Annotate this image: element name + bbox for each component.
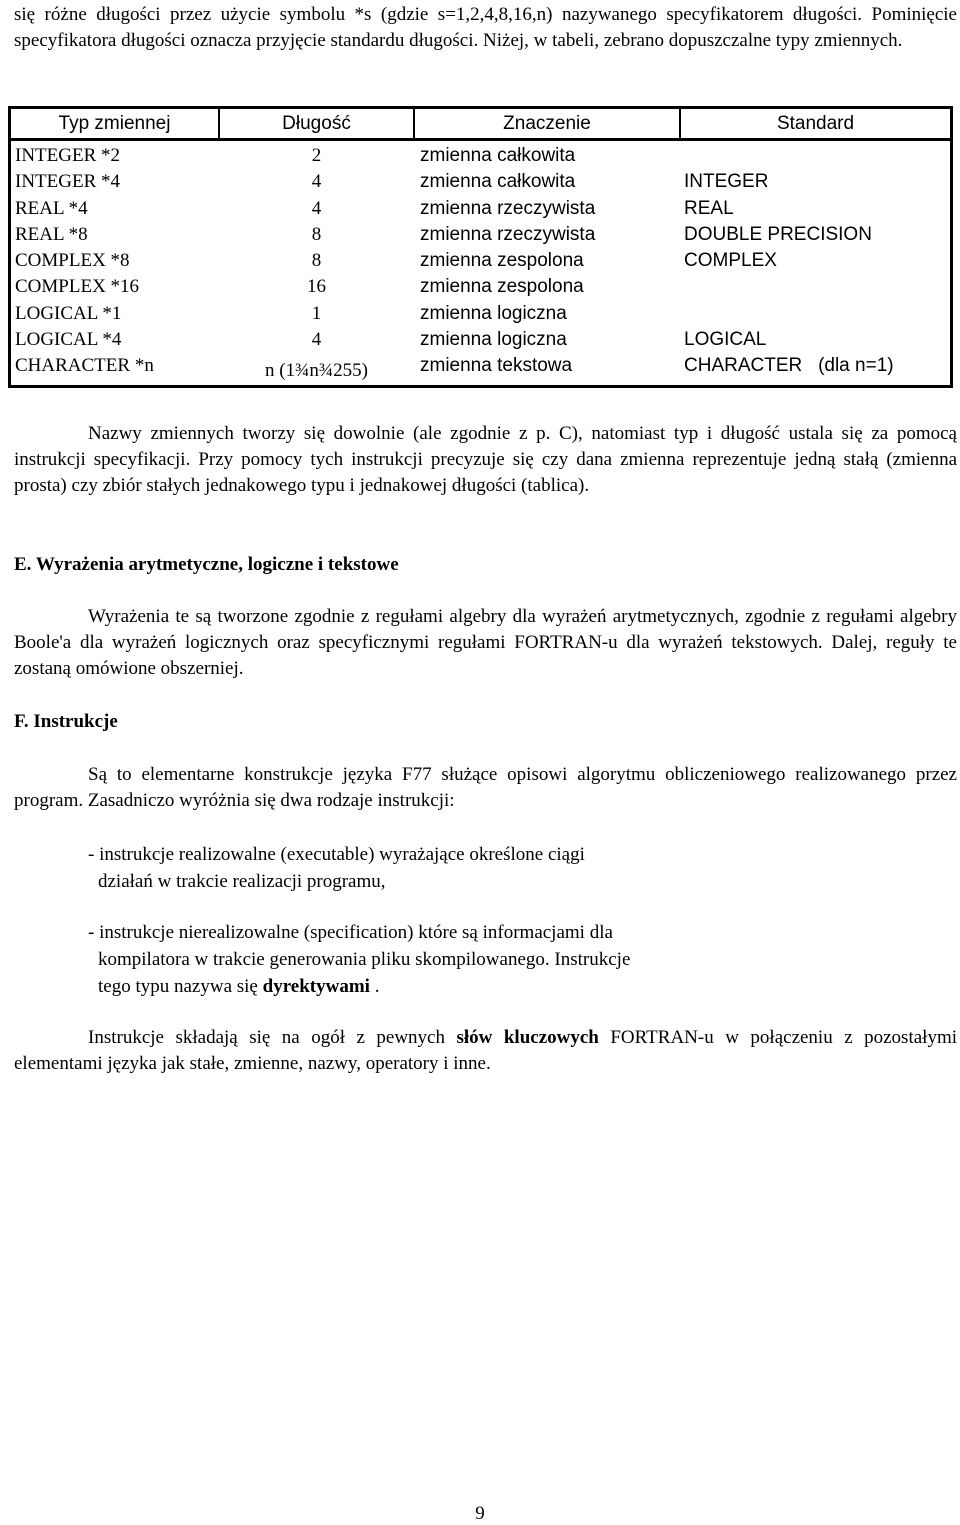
cell-type: REAL *8 xyxy=(15,223,88,245)
bullet-line: - instrukcje nierealizowalne (specification) które są informacjami dla xyxy=(88,922,613,943)
cell-length: 1 xyxy=(311,302,322,324)
cell-meaning: zmienna rzeczywista xyxy=(420,197,596,219)
bullet-line: działań w trakcie realizacji programu, xyxy=(98,871,386,892)
cell-type: INTEGER *4 xyxy=(15,171,121,193)
header-standard: Standard xyxy=(776,113,855,134)
cell-standard xyxy=(684,143,950,169)
cell-length: n (1¾n¾255) xyxy=(265,360,368,382)
cell-length: 8 xyxy=(311,223,322,245)
keyword-dyrektywami: dyrektywami xyxy=(262,976,370,997)
cell-standard: INTEGER xyxy=(684,171,769,193)
cell-standard: DOUBLE PRECISION xyxy=(684,223,872,245)
cell-length: 4 xyxy=(311,171,322,193)
cell-type: INTEGER *2 xyxy=(15,145,121,166)
cell-standard: CHARACTER (dla n=1) xyxy=(684,355,894,377)
header-meaning: Znaczenie xyxy=(503,113,591,134)
cell-type: CHARACTER *n xyxy=(15,355,154,377)
table-header xyxy=(11,109,950,141)
cell-standard: LOGICAL xyxy=(684,329,767,351)
cell-length: 2 xyxy=(311,145,322,166)
bullet-specification xyxy=(88,919,948,1000)
cell-type: REAL *4 xyxy=(15,197,88,219)
header-type: Typ zmiennej xyxy=(58,113,171,134)
cell-standard xyxy=(684,274,950,300)
variable-types-table xyxy=(8,106,953,388)
section-e-heading: E. Wyrażenia arytmetyczne, logiczne i tekstowe xyxy=(14,554,399,575)
section-f-paragraph: Są to elementarne konstrukcje języka F77 służące opisowi algorytmu obliczeniowego realizowanego przez program. Zasadniczo wyróżnia się dwa rodzaje instrukcji: xyxy=(14,764,957,811)
cell-standard xyxy=(684,301,950,327)
intro-paragraph: się różne długości przez użycie symbolu *s (gdzie s=1,2,4,8,16,n) nazywanego specyfikatorem długości. Pominięcie specyfikatora długości oznacza przyjęcie standardu długości. Niżej, w tabeli, zebrano dopuszczalne typy zmiennych. xyxy=(14,4,957,51)
bullet-line: - instrukcje realizowalne (executable) wyrażające określone ciągi xyxy=(88,844,585,865)
section-e-paragraph: Wyrażenia te są tworzone zgodnie z regułami algebry dla wyrażeń arytmetycznych, zgodnie z regułami algebry Boole'a dla wyrażeń logicznych oraz specyficznymi regułami FORTRAN-u dla wyrażeń tekstowych. Dalej, reguły te zostaną omówione obszerniej. xyxy=(14,606,957,679)
paragraph-text: Instrukcje składają się na ogół z pewnych xyxy=(88,1027,457,1048)
cell-meaning: zmienna zespolona xyxy=(420,276,584,298)
keywords-paragraph xyxy=(14,1025,957,1077)
column-meaning xyxy=(420,143,678,380)
cell-meaning: zmienna całkowita xyxy=(420,145,576,166)
section-f-heading: F. Instrukcje xyxy=(14,711,118,732)
cell-meaning: zmienna całkowita xyxy=(420,171,576,193)
cell-length: 4 xyxy=(311,197,322,219)
bullet-text: tego typu nazywa się xyxy=(98,976,263,997)
paragraph-text: FORTRAN-u w połączeniu z pozostałymi elementami języka jak stałe, zmienne, nazwy, operatory i inne. xyxy=(14,1027,957,1074)
header-length: Długość xyxy=(282,113,351,134)
cell-type: COMPLEX *8 xyxy=(15,250,130,272)
bullet-executable xyxy=(88,841,948,895)
cell-meaning: zmienna logiczna xyxy=(420,302,567,324)
cell-meaning: zmienna zespolona xyxy=(420,250,584,272)
cell-meaning: zmienna logiczna xyxy=(420,329,567,351)
cell-meaning: zmienna rzeczywista xyxy=(420,223,596,245)
cell-type: COMPLEX *16 xyxy=(15,276,140,298)
bullet-line: kompilatora w trakcie generowania pliku skompilowanego. Instrukcje xyxy=(98,949,631,970)
column-length xyxy=(220,143,413,385)
cell-type: LOGICAL *4 xyxy=(15,329,122,351)
column-standard xyxy=(684,143,950,380)
variable-names-paragraph: Nazwy zmiennych tworzy się dowolnie (ale zgodnie z p. C), natomiast typ i długość ustala się za pomocą instrukcji specyfikacji. Przy pomocy tych instrukcji precyzuje się czy dana zmienna reprezentuje jedną stałą (zmienna prosta) czy zbiór stałych jednakowego typu i jednakowej długości (tablica). xyxy=(14,423,957,496)
cell-meaning: zmienna tekstowa xyxy=(420,355,573,377)
bullet-text: . xyxy=(369,976,380,997)
cell-length: 16 xyxy=(307,276,326,298)
cell-standard: REAL xyxy=(684,197,734,219)
cell-type: LOGICAL *1 xyxy=(15,302,122,324)
page-number: 9 xyxy=(475,1503,485,1524)
bullet-line xyxy=(88,973,948,1000)
keyword-slow-kluczowych: słów kluczowych xyxy=(456,1027,599,1048)
column-type xyxy=(15,143,215,380)
cell-length: 4 xyxy=(311,329,322,351)
cell-length: 8 xyxy=(311,250,322,272)
cell-standard: COMPLEX xyxy=(684,250,777,272)
